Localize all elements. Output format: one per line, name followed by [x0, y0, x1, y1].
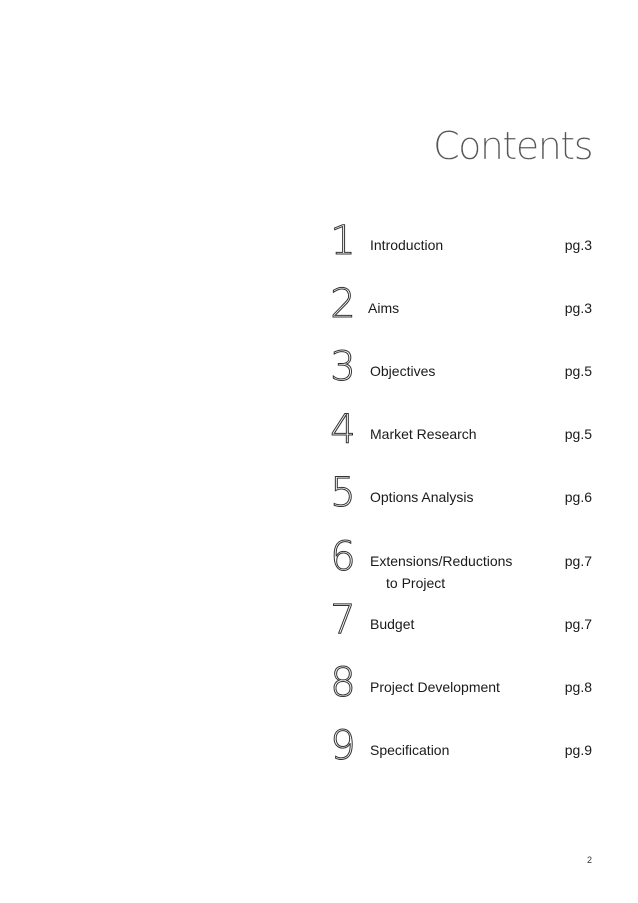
toc-entry-budget[interactable] [328, 598, 592, 648]
page-number: 2 [586, 855, 592, 865]
toc-number: 3 [330, 344, 356, 390]
toc-entry-market-research[interactable] [328, 408, 592, 458]
toc-page: pg.3 [564, 237, 592, 253]
toc-entry-options-analysis[interactable] [328, 471, 592, 521]
page-title: Contents [433, 124, 592, 168]
toc-number: 7 [330, 597, 356, 643]
toc-label: Market Research [370, 426, 477, 442]
toc-page: pg.9 [564, 742, 592, 758]
toc-number: 4 [330, 407, 356, 453]
toc-entry-extensions-reductions[interactable] [328, 535, 592, 595]
toc-label: Aims [368, 300, 400, 316]
toc-page: pg.8 [564, 679, 592, 695]
toc-number: 6 [330, 534, 356, 580]
toc-entry-aims[interactable] [328, 282, 592, 332]
toc-page: pg.3 [564, 300, 592, 316]
toc-page: pg.7 [564, 616, 592, 632]
toc-page: pg.5 [564, 363, 592, 379]
toc-page: pg.5 [564, 426, 592, 442]
toc-label: Options Analysis [370, 489, 474, 505]
toc-number: 8 [330, 660, 356, 706]
toc-label: Objectives [370, 363, 436, 379]
toc-number: 2 [330, 281, 356, 327]
toc-label: Specification [370, 742, 450, 758]
toc-label: Extensions/Reductions [370, 553, 513, 569]
toc-page: pg.7 [564, 553, 592, 569]
toc-number: 9 [330, 723, 356, 769]
toc-number: 5 [330, 470, 356, 516]
toc-number: 1 [330, 218, 356, 264]
toc-label-line2: to Project [386, 575, 446, 591]
toc-entry-specification[interactable] [328, 724, 592, 774]
toc-page: pg.6 [564, 489, 592, 505]
toc-label: Introduction [370, 237, 444, 253]
toc-label: Project Development [370, 679, 500, 695]
toc-entry-objectives[interactable] [328, 345, 592, 395]
toc-entry-introduction[interactable] [328, 219, 592, 269]
toc-entry-project-development[interactable] [328, 661, 592, 711]
toc-label: Budget [370, 616, 415, 632]
